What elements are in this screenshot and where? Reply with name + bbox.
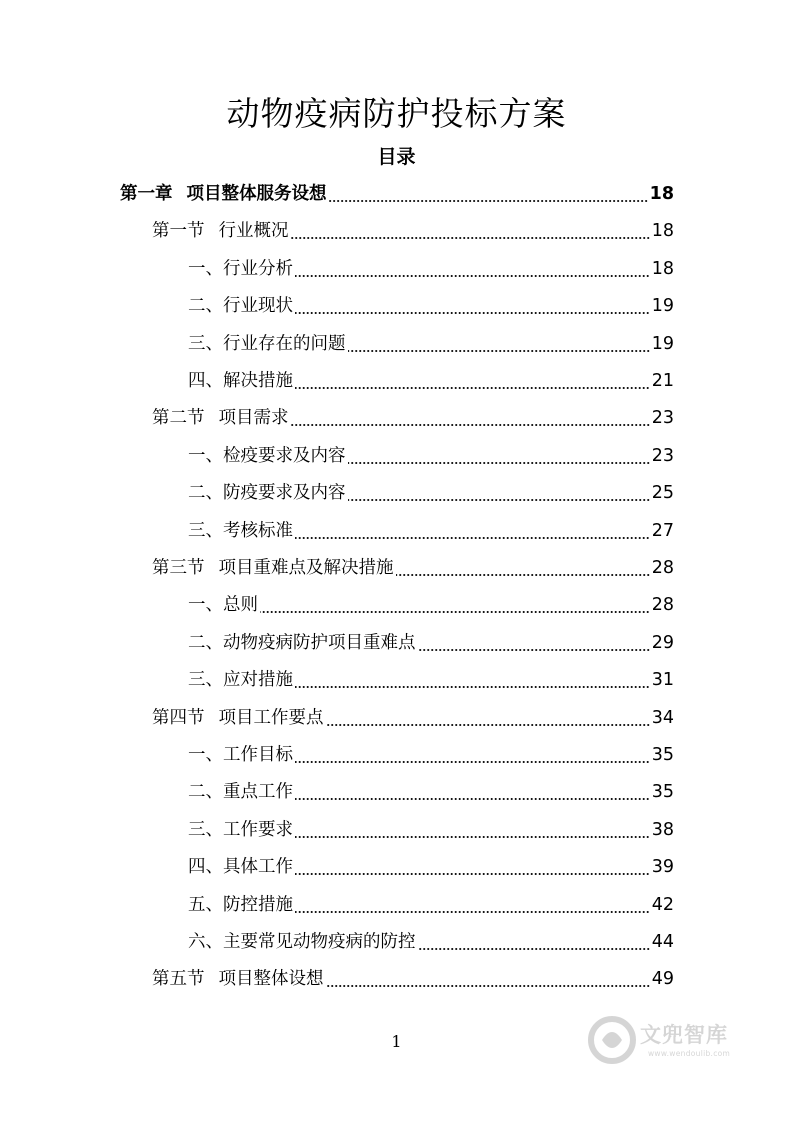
toc-leader-dots [418,648,650,652]
watermark-url: www.wendoulib.com [648,1049,731,1058]
toc-entry-page: 28 [651,595,674,616]
toc-leader-dots [295,910,650,914]
toc-entry[interactable] [188,475,674,512]
toc-entry[interactable] [152,961,674,998]
toc-entry-number: 二、 [188,782,223,803]
toc-entry[interactable] [188,812,674,849]
toc-entry-number: 第五节 [152,969,205,990]
toc-entry-number: 四、 [188,371,223,391]
toc-entry-number: 三、 [188,819,223,840]
toc-entry-label [188,924,416,961]
toc-entry-text: 应对措施 [223,670,293,691]
toc-entry-label [188,363,293,400]
toc-leader-dots [348,461,650,465]
toc-entry-text: 项目整体设想 [218,969,324,990]
toc-entry-label [188,774,293,811]
toc-entry-text: 工作目标 [223,745,293,765]
toc-entry-number: 一、 [188,445,223,466]
toc-entry-page: 42 [651,894,674,915]
toc-entry-text: 行业分析 [223,258,293,279]
toc-entry-label [152,961,324,998]
toc-entry[interactable] [152,550,674,587]
toc-entry-text: 项目整体服务设想 [186,184,327,204]
toc-entry-number: 六、 [188,932,223,952]
toc-leader-dots [326,723,650,727]
toc-entry-text: 总则 [223,595,258,616]
toc-entry-label [188,849,293,886]
toc-entry[interactable] [188,774,674,811]
toc-entry-page: 18 [649,184,674,204]
toc-entry-number: 第四节 [152,707,205,728]
toc-entry-text: 项目工作要点 [218,707,324,728]
toc-entry-number: 一、 [188,258,223,279]
document-title: 动物疫病防护投标方案 [226,94,567,133]
toc-entry[interactable] [188,887,674,924]
toc-entry-text: 动物疫病防护项目重难点 [223,632,416,653]
toc-entry-page: 18 [651,221,674,242]
watermark-logo-icon [588,1010,636,1070]
toc-entry-text: 行业概况 [218,221,289,242]
toc-entry[interactable] [188,363,674,400]
toc-entry-page: 19 [651,333,674,354]
toc-leader-dots [260,610,650,614]
toc-entry-number: 一、 [188,595,223,616]
toc-entry[interactable] [188,326,674,363]
toc-entry-text: 解决措施 [223,371,293,391]
toc-leader-dots [329,199,648,203]
toc-entry-text: 具体工作 [223,857,293,878]
watermark-name: 文兜智库 [640,1023,728,1047]
page-number: 1 [391,1032,402,1051]
toc-entry-number: 三、 [188,520,223,541]
toc-entry-label [152,213,289,250]
toc-entry-number: 三、 [188,670,223,691]
toc-leader-dots [348,349,650,353]
toc-entry-page: 19 [651,296,674,317]
toc-entry-label [188,625,416,662]
toc-entry-text: 项目重难点及解决措施 [218,558,394,578]
toc-entry-page: 38 [651,819,674,840]
toc-entry-label [120,176,327,213]
toc-entry[interactable] [188,438,674,475]
toc-entry[interactable] [188,924,674,961]
toc-entry-number: 第二节 [152,408,205,429]
toc-leader-dots [291,423,650,427]
toc-entry-label [188,587,258,624]
toc-entry-page: 35 [651,745,674,765]
toc-entry-number: 二、 [188,483,223,504]
toc-entry-label [188,326,346,363]
toc-leader-dots [396,573,650,577]
toc-entry-page: 25 [651,483,674,504]
watermark-logo [588,1010,758,1076]
toc-entry[interactable] [188,849,674,886]
toc-entry-page: 35 [651,782,674,803]
toc-entry[interactable] [188,513,674,550]
toc-entry-label [188,251,293,288]
toc-entry-page: 23 [651,408,674,429]
toc-entry-page: 23 [651,445,674,466]
toc-entry-label [152,400,289,437]
toc-entry-page: 27 [651,520,674,541]
toc-entry-label [188,513,293,550]
toc-entry-number: 二、 [188,632,223,653]
toc-entry-text: 重点工作 [223,782,293,803]
toc-leader-dots [348,498,650,502]
toc-heading: 目录 [377,146,416,168]
toc-entry-label [188,812,293,849]
toc-entry-text: 主要常见动物疫病的防控 [223,932,416,952]
toc-entry-text: 行业现状 [223,296,293,317]
toc-entry-text: 考核标准 [223,520,293,541]
toc-entry[interactable] [188,662,674,699]
toc-entry-number: 五、 [188,894,223,915]
toc-entry[interactable] [120,176,674,213]
toc-entry-page: 49 [651,969,674,990]
toc-entry-page: 18 [651,258,674,279]
toc-entry-page: 31 [651,670,674,691]
toc-entry[interactable] [152,400,674,437]
toc-entry-label [188,737,293,774]
toc-entry-text: 检疫要求及内容 [223,445,346,466]
toc-entry-label [152,700,324,737]
toc-leader-dots [295,386,650,390]
toc-entry-number: 第三节 [152,558,205,578]
toc-entry-text: 防疫要求及内容 [223,483,346,504]
toc-entry-text: 行业存在的问题 [223,333,346,354]
toc-entry[interactable] [188,737,674,774]
toc-entry-page: 44 [651,932,674,952]
toc-entry-text: 工作要求 [223,819,293,840]
toc-entry-page: 39 [651,857,674,878]
toc-entry-number: 二、 [188,296,223,317]
toc-entry-label [188,288,293,325]
toc-entry-text: 防控措施 [223,894,293,915]
toc-leader-dots [295,872,650,876]
toc-entry-label [188,475,346,512]
toc-leader-dots [295,311,650,315]
toc-entry-text: 项目需求 [218,408,289,429]
toc-entry-page: 29 [651,632,674,653]
toc-entry-number: 四、 [188,857,223,878]
toc-entry-number: 第一节 [152,221,205,242]
toc-entry-label [188,662,293,699]
toc-entry[interactable] [188,251,674,288]
toc-entry-page: 28 [651,558,674,578]
toc-leader-dots [418,947,650,951]
toc-entry[interactable] [188,587,674,624]
toc-entry[interactable] [152,213,674,250]
toc-leader-dots [295,797,650,801]
toc-leader-dots [295,274,650,278]
toc-entry-number: 三、 [188,333,223,354]
toc-entry-page: 21 [651,371,674,391]
toc-leader-dots [295,536,650,540]
toc-entry-label [188,438,346,475]
toc-leader-dots [295,760,650,764]
toc-entry-number: 一、 [188,745,223,765]
toc-entry[interactable] [188,625,674,662]
toc-leader-dots [291,236,650,240]
toc-leader-dots [295,685,650,689]
toc-entry-number: 第一章 [120,184,173,204]
toc-leader-dots [295,835,650,839]
toc-entry[interactable] [152,700,674,737]
toc-entry-label [152,550,394,587]
toc-entry-page: 34 [651,707,674,728]
toc-leader-dots [326,984,650,988]
toc-entry-label [188,887,293,924]
toc-entry[interactable] [188,288,674,325]
